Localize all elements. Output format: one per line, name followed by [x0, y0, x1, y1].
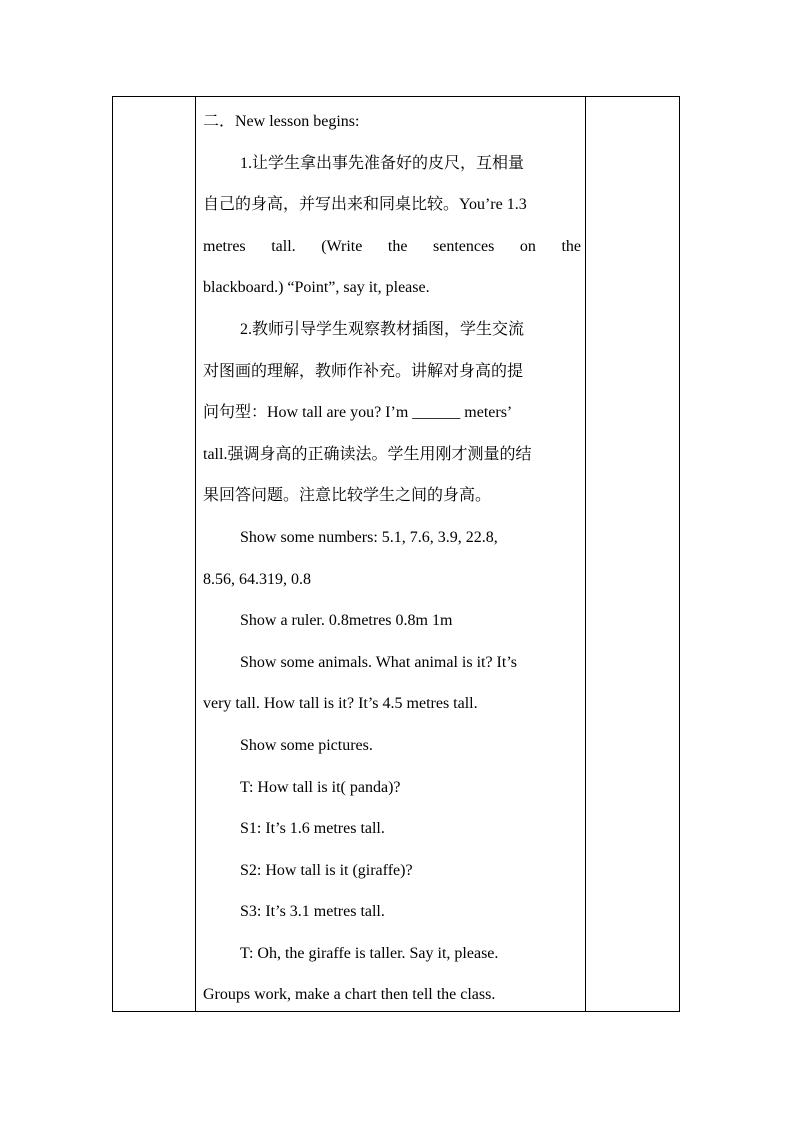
paragraph-2-line-4: tall.强调身高的正确读法。学生用刚才测量的结 — [203, 445, 532, 463]
paragraph-2-line-5: 果回答问题。注意比较学生之间的身高。 — [203, 487, 492, 505]
lesson-table — [112, 96, 680, 1012]
dialogue-line: S1: It’s 1.6 metres tall. — [240, 820, 385, 838]
dialogue-line: T: Oh, the giraffe is taller. Say it, please. — [240, 944, 499, 962]
word: on — [519, 237, 536, 255]
word: (Write — [321, 237, 363, 255]
section-heading: 二．New lesson begins: — [203, 113, 360, 130]
paragraph-2-line-1: 2.教师引导学生观察教材插图，学生交流 — [240, 320, 525, 338]
pictures-line: Show some pictures. — [240, 736, 373, 754]
lesson-content-cell — [203, 97, 581, 1011]
dialogue-line: T: How tall is it( panda)? — [240, 778, 401, 796]
paragraph-1-line-3 — [203, 226, 581, 268]
animals-line-1: Show some animals. What animal is it? It’s — [240, 653, 517, 671]
word: the — [561, 237, 581, 255]
paragraph-1-line-2: 自己的身高，并写出来和同桌比较。You’re 1.3 — [203, 196, 527, 214]
right-column-cell — [585, 97, 679, 1011]
groups-line: Groups work, make a chart then tell the class. — [203, 986, 496, 1004]
ruler-line: Show a ruler. 0.8metres 0.8m 1m — [240, 612, 453, 630]
numbers-line-2: 8.56, 64.319, 0.8 — [203, 570, 311, 588]
left-column-cell — [113, 97, 196, 1011]
animals-line-2: very tall. How tall is it? It’s 4.5 metres tall. — [203, 695, 478, 713]
paragraph-2-line-2: 对图画的理解，教师作补充。讲解对身高的提 — [203, 362, 524, 380]
numbers-line-1: Show some numbers: 5.1, 7.6, 3.9, 22.8, — [240, 528, 498, 546]
dialogue-line: S2: How tall is it (giraffe)? — [240, 861, 413, 879]
dialogue-line: S3: It’s 3.1 metres tall. — [240, 903, 385, 921]
word: metres — [203, 237, 246, 255]
paragraph-1-line-4: blackboard.) “Point”, say it, please. — [203, 279, 430, 297]
word: tall. — [271, 237, 296, 255]
paragraph-1-line-1: 1.让学生拿出事先准备好的皮尺，互相量 — [240, 154, 525, 172]
word: the — [387, 237, 408, 255]
paragraph-2-line-3: 问句型：How tall are you? I’m ______ meters’ — [203, 404, 513, 422]
word: sentences — [433, 237, 495, 255]
